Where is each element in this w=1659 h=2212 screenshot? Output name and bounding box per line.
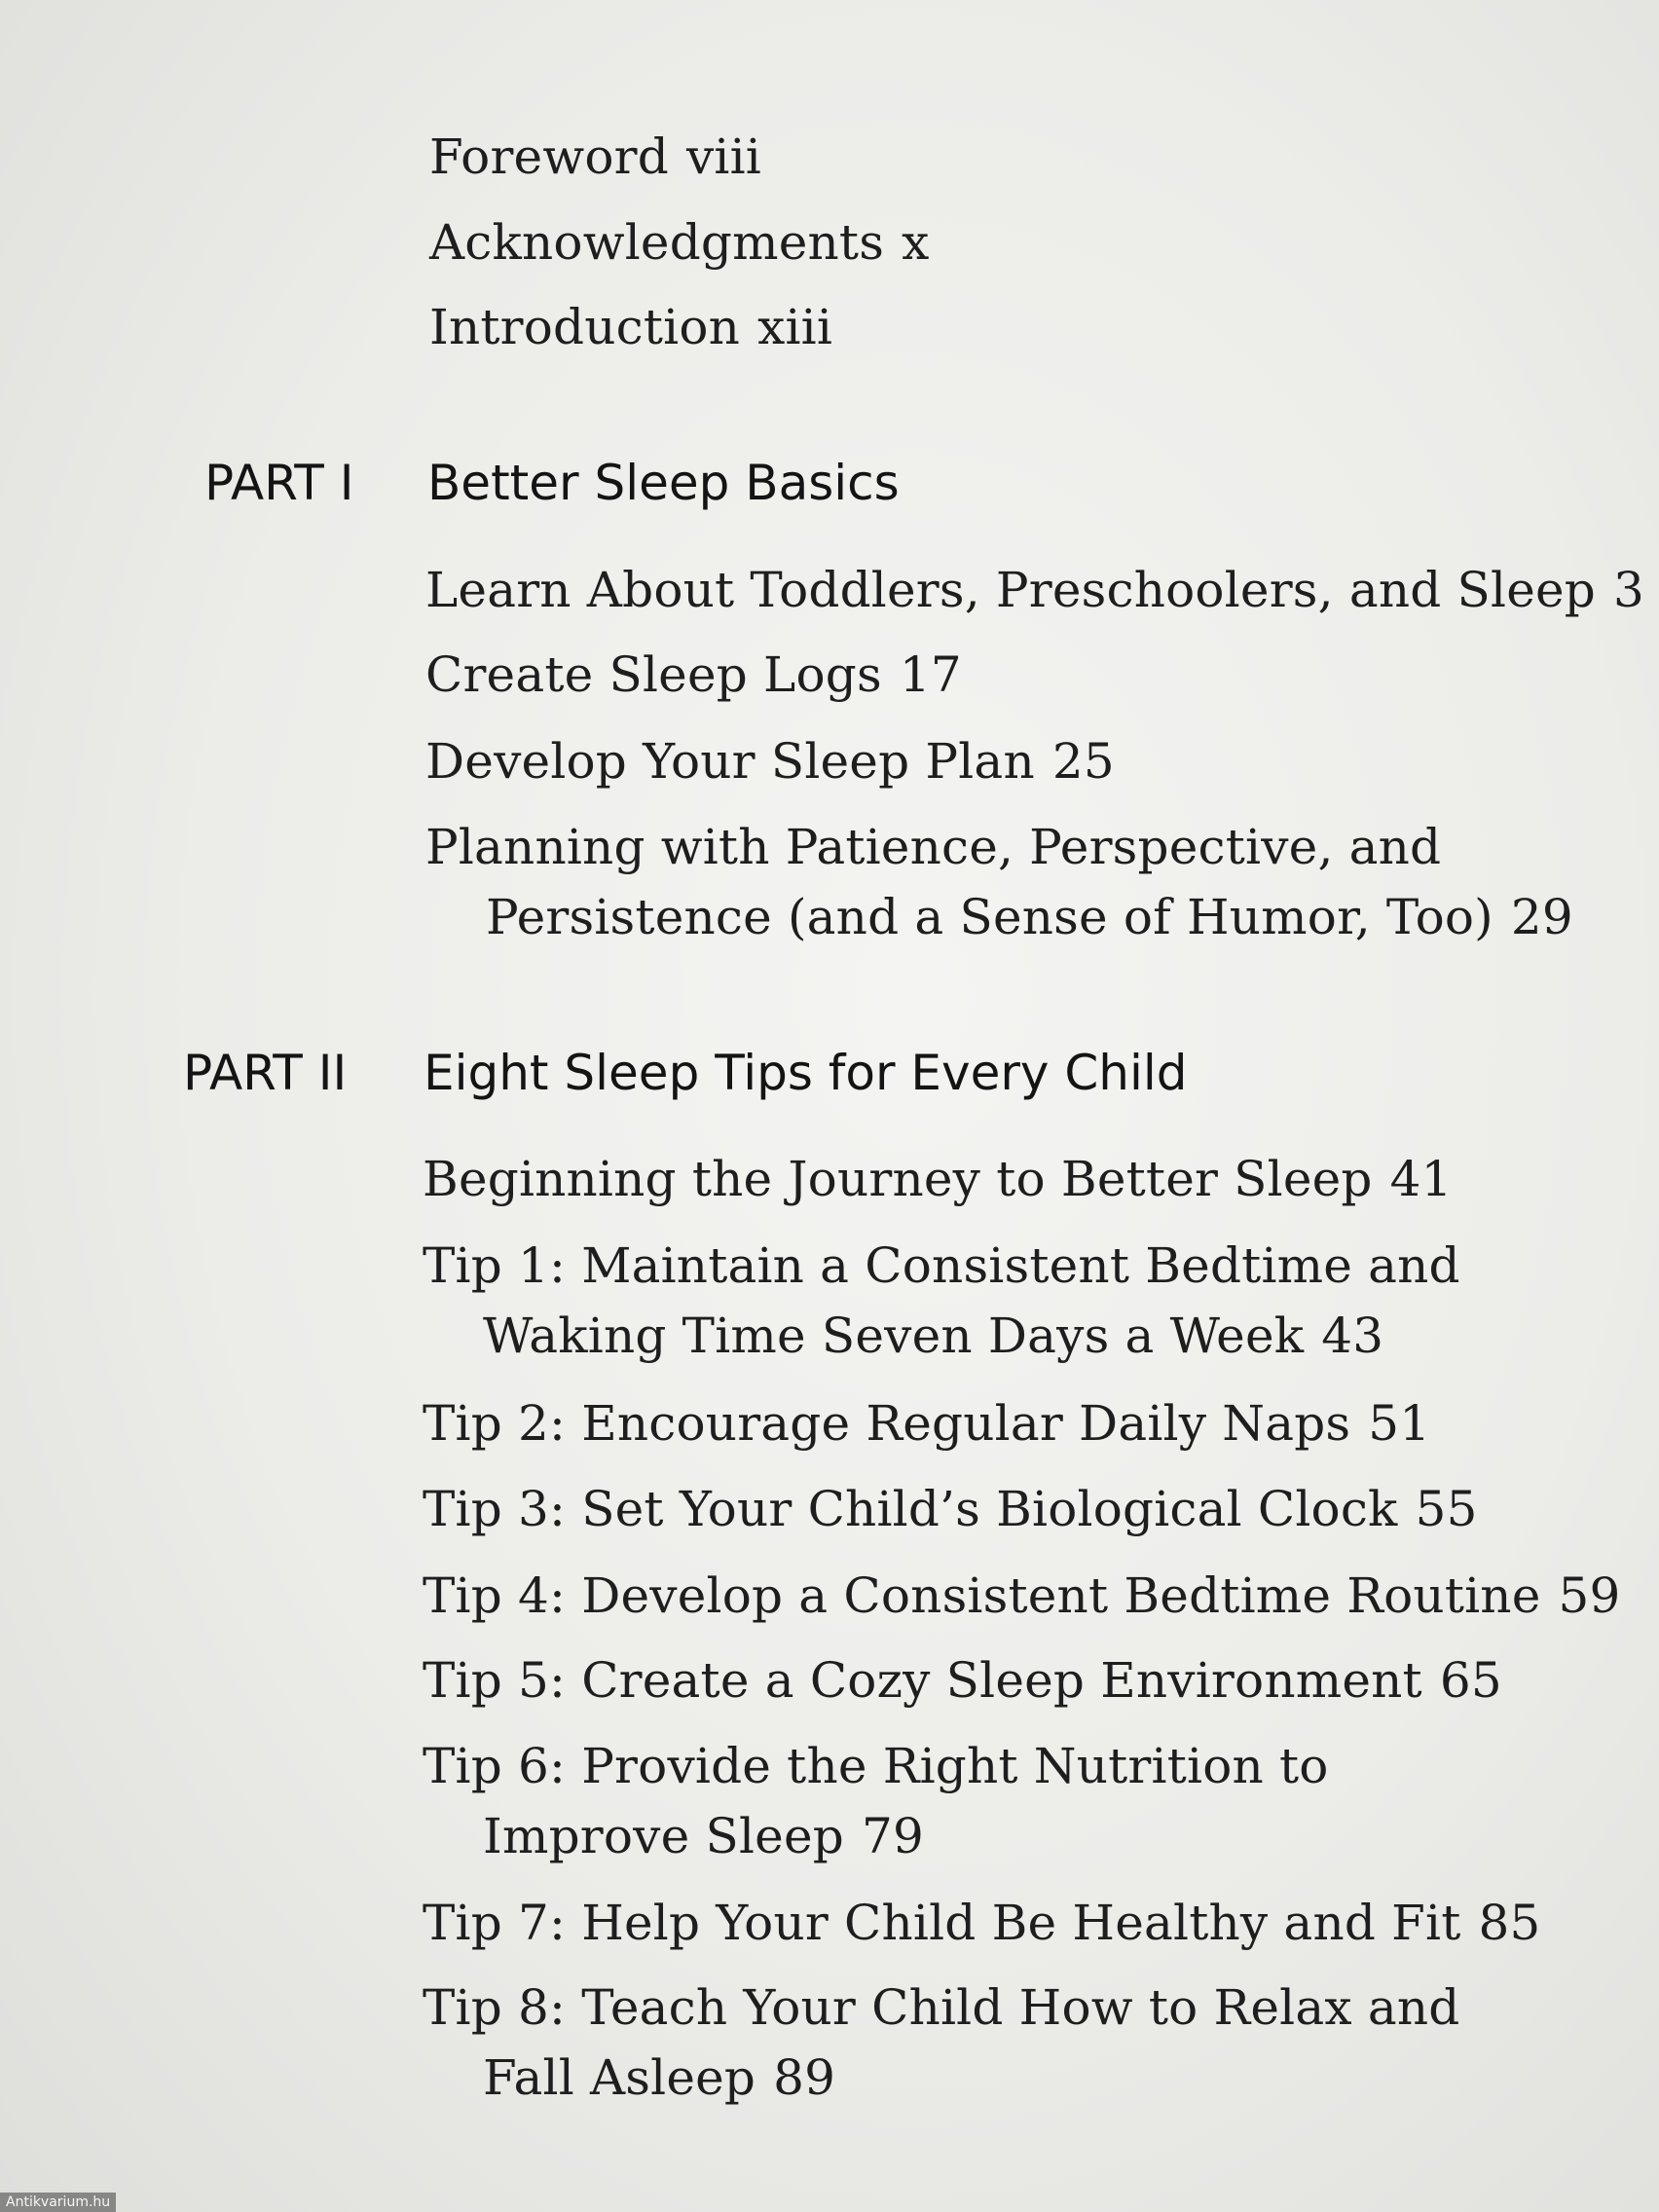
entry-title-line1: Tip 1: Maintain a Consistent Bedtime and <box>423 1237 1460 1294</box>
entry-title: Introduction <box>429 299 741 355</box>
toc-entry <box>423 1645 1502 1715</box>
entry-title-line2: Improve Sleep <box>483 1808 844 1864</box>
entry-page: 43 <box>1321 1308 1384 1364</box>
toc-entry <box>425 812 1573 952</box>
toc-entry <box>425 640 962 710</box>
part2-label: PART II <box>183 1045 348 1101</box>
toc-entry-foreword <box>429 122 761 192</box>
toc-entry <box>425 726 1115 796</box>
entry-page: 29 <box>1510 889 1573 945</box>
entry-page: 65 <box>1439 1652 1502 1709</box>
entry-page: 55 <box>1415 1481 1478 1537</box>
toc-entry <box>423 1888 1541 1958</box>
entry-title-line2: Persistence (and a Sense of Humor, Too) <box>486 889 1493 945</box>
watermark: Antikvarium.hu <box>0 2193 116 2212</box>
toc-entry-introduction <box>429 292 832 362</box>
entry-title: Tip 3: Set Your Child’s Biological Clock <box>423 1481 1398 1537</box>
toc-entry <box>423 1561 1621 1631</box>
entry-title: Learn About Toddlers, Preschoolers, and Sleep <box>425 562 1596 618</box>
toc-entry <box>423 1474 1478 1544</box>
entry-title-line1: Planning with Patience, Perspective, and <box>425 819 1442 875</box>
toc-entry <box>423 1144 1453 1214</box>
entry-title: Foreword <box>429 129 669 185</box>
part1-title: Better Sleep Basics <box>427 455 900 511</box>
entry-title-line1: Tip 6: Provide the Right Nutrition to <box>423 1738 1329 1794</box>
toc-entry <box>423 1972 1460 2113</box>
entry-page: 41 <box>1389 1151 1453 1207</box>
toc-entry <box>423 1388 1430 1458</box>
entry-title: Tip 4: Develop a Consistent Bedtime Routine <box>423 1567 1541 1624</box>
entry-title-line2: Fall Asleep <box>483 2049 756 2106</box>
entry-title: Tip 5: Create a Cozy Sleep Environment <box>423 1652 1422 1709</box>
toc-entry <box>423 1731 1329 1871</box>
entry-page: xiii <box>757 299 833 355</box>
entry-title: Beginning the Journey to Better Sleep <box>423 1151 1373 1207</box>
entry-page: viii <box>685 129 761 185</box>
entry-title: Tip 7: Help Your Child Be Healthy and Fit <box>423 1895 1461 1951</box>
entry-page: 85 <box>1478 1895 1541 1951</box>
toc-entry <box>425 555 1644 625</box>
part1-label: PART I <box>204 455 354 511</box>
entry-page: 3 <box>1613 562 1645 618</box>
entry-page: 51 <box>1368 1395 1431 1452</box>
bleed-through-text <box>273 39 287 109</box>
toc-entry-acknowledgments <box>429 207 929 277</box>
toc-entry <box>423 1231 1460 1371</box>
entry-page: 89 <box>773 2049 836 2106</box>
entry-title-line2: Waking Time Seven Days a Week <box>483 1308 1305 1364</box>
entry-page: x <box>902 214 930 271</box>
entry-title: Acknowledgments <box>429 214 885 271</box>
entry-title-line1: Tip 8: Teach Your Child How to Relax and <box>423 1979 1460 2036</box>
entry-page: 17 <box>899 646 962 703</box>
part2-title: Eight Sleep Tips for Every Child <box>424 1045 1188 1101</box>
entry-page: 79 <box>861 1808 924 1864</box>
entry-page: 25 <box>1051 733 1115 790</box>
entry-title: Develop Your Sleep Plan <box>425 733 1035 790</box>
entry-title: Tip 2: Encourage Regular Daily Naps <box>423 1395 1351 1452</box>
entry-page: 59 <box>1558 1567 1621 1624</box>
entry-title: Create Sleep Logs <box>425 646 882 703</box>
